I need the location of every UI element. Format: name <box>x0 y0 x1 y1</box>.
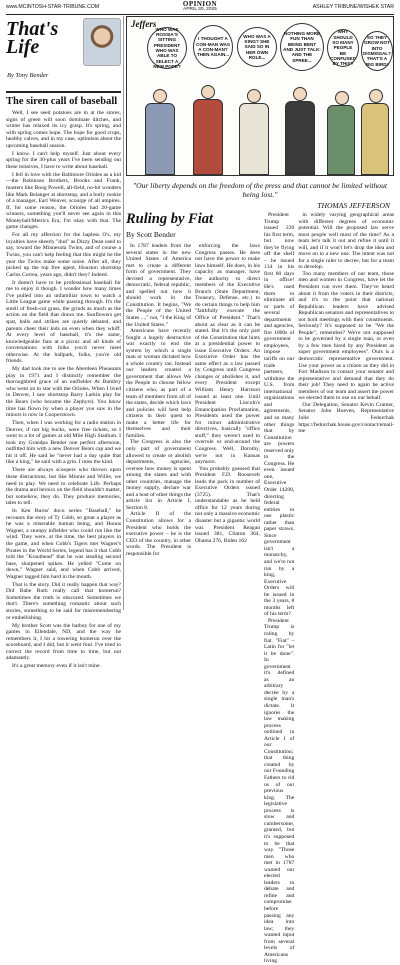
speech-bubble: WHY SHOULD SO MANY PEOPLE BE CONFUSED BY THIS? <box>327 29 359 67</box>
ruling-paragraph: You probably guessed that President F.D. Roosevelt leads the pack in number of Executive Orders issued (3725). That's understandable as he held office for 12 years during not only a massive economic disaster but a gigantic world war. President Reagan issued 381, Clinton 364, Obama 276, Biden 162 <box>195 465 260 544</box>
page-header <box>0 0 400 14</box>
speech-bubble: SO THEY GROW NOT INTO DISMISSAL? THAT'S A BIG BIRD! <box>361 31 393 71</box>
speech-bubble: NOTHING MORE FUN THAN BEING BENT AND JUST TALK: AND THE SPREE... <box>280 23 324 71</box>
article-paragraph: In Ken Burns' docu series "Baseball," he recounts the story of Ty Cobb, so great a player as he was a miserable human being, and Honus Wagner, a stumpy infielder who could run like the wind. They were, at the time, the best players in the game, and when Cobb's Tigers met Wagner's Pirates in the World Series, legend has it that Cobb told the "Krauthead" that he was stealing second base, sharpened spikes. He yelled "Come on down," Wagner said, and when Cobb arrived, Wagner tagged him hard in the mouth. <box>6 508 121 580</box>
column-divider <box>6 91 121 93</box>
article-paragraph: I fell in love with the Baltimore Orioles as a kid—the Robinson Brothers, Brooks and Frank, masters like Boog Powell, all-field, no-hit wonders like Mark Belanger at shortstop, and a burly rookie of a manager, Earl Weaver, scourge of all umpires. If, for some reason, the Orioles had 20-game winners, something you'll never see again in this Moneyball/Metrics Era, I'm okay with that. The game changes. <box>6 171 121 231</box>
editorial-cartoon <box>126 16 394 176</box>
left-column <box>6 16 121 670</box>
ruling-paragraph: Americans have recently fought a hugely destructive war exactly to end the system by which a single man or woman dictated how a whole country ran. Instead our leaders created a government that allows We the People to choose fellow citizens who, as part of a team of members from all of the states, decide which laws and policies will best help citizens in their quest to make a better life for themselves and their families. <box>126 328 191 439</box>
article-paragraph: My dad took me to see the Aberdeen Pheasants play in 1971 and I distinctly remember the thoroughbred grace of an outfielder At Bumbry who went on to star with the Orioles. When I lived in Denver, I saw shortstop Barry Larkin play for the Bears (who became the Zephyrs). You know time has flown by when a player you saw in the minors is now in Cooperstown. <box>6 366 121 419</box>
speech-bubble: I THOUGHT A CON-MAN WAS A CON-MAN? THEN AGAIN... <box>193 25 233 69</box>
figure-body <box>327 105 355 175</box>
ruling-article-continued <box>264 212 394 965</box>
site-url[interactable]: www.MCINTOSH-STAR-TRIBUNE.COM <box>6 4 100 10</box>
figure-body <box>361 103 389 175</box>
column-title <box>6 20 58 56</box>
article-paragraph: Well, I see seed potatoes are in at the stores, signs of green will soon dominate ditches, and winter has relaxed its icy grasp. It's spring, and with spring comes hope. The hope for good crops, healthy calves, and in my case, optimism about the upcoming baseball season. <box>6 110 121 149</box>
section-title: OPINION <box>182 0 218 8</box>
ruling-column-4 <box>298 212 394 965</box>
section-block <box>0 1 400 13</box>
article-paragraph: I know. I can't help myself. Just about every spring for the 30-plus years I've been sending out these missives, I have to write about baseball. <box>6 150 121 170</box>
ruling-paragraph: enforcing the laws Congress passes. He does not have the power to make laws himself. He does, in his capacity as manager, have the authority to direct members of the Executive Branch (State Department, Treasury, Defense, etc.) to do certain things to help him "faithfully execute the Office of President." That's about as clear as it can be stated. But it's the only part of the Constitution that hints at a presidential power to issue Executive Orders. An Executive Order has the same effect as a law passed by Congress until Congress changes or abolishes it, and every President except William Henry Harrison issued at least one. Until President Lincoln's Emancipation Proclamation, Presidents used the power for minor administrative directives, basically "office stuff;" they weren't used to overrule or end-around the Congress. Well, Dorothy, we're not in Kansas anymore. <box>195 243 260 466</box>
figure-body <box>193 99 223 175</box>
cartoon-signature: Jeffers <box>131 19 157 29</box>
quote-attribution: THOMAS JEFFERSON <box>317 201 390 210</box>
ruling-article <box>126 212 260 610</box>
column-byline: By Tony Bender <box>7 72 49 79</box>
article-body <box>6 110 121 670</box>
ruling-paragraph: The Congress is also the only part of government allowed to create or abolish departments, agencies, oversee how money is spent among the states and with other countries, manage the money supply, declare war and a host of other things the article list in Article I, Section 8. <box>126 439 191 511</box>
cartoon-figures <box>127 75 395 175</box>
ruling-column-2 <box>195 243 260 557</box>
header-rule <box>6 14 394 15</box>
ruling-column-1 <box>126 243 191 557</box>
article-paragraph: That is the story. Did it really happen that way? Did Babe Ruth really call that homerun? Sometimes the truth is obscured. Sometimes we don't. There's something romantic about such stories, something to be said for misremembering or embellishing. <box>6 581 121 621</box>
ruling-paragraph: in widely varying geographical areas with different degrees of economic potential. Will the proposed law serve most people well most of the time? As a team let's talk it out and refine it until it will, and if it won't let's drop the idea and move on to a new one. The intent was not for a single ruler to decree, but for a team to develop. <box>298 212 394 271</box>
article-paragraph: Then, when I was working for a radio station in Denver, if not big bucks, were free tickets, so I went to a lot of games at old Mile High Stadium. I took my Grandpa Bender one perfect afternoon, outfitted him with a new Denver Bears cap and we hit it off. He said he "never had a day quite that like a king," he said with a grin. I miss the kind. <box>6 420 121 466</box>
column-separator <box>123 16 124 610</box>
ruling-headline: Ruling by Fiat <box>126 211 214 227</box>
quote-text: "Our liberty depends on the freedom of the press and that cannot be limited without being lost." <box>132 181 388 199</box>
column-brand <box>6 16 121 88</box>
figure-head <box>335 91 349 105</box>
paper-name: ASHLEY TRIBUNE/WISHEK STAR <box>312 4 394 10</box>
article-paragraph: For all my affection for the hapless O's, my loyalties have sheerly "dud" as Dizzy Dean used to say, toward the Minnesota Twins, and of course a Twins, you can't help feeling that this might be the year the Twins make some noise. After all, they picked up the top free agent, Houston shortstop Carlos Correa, years ago, didn't they? Indeed. <box>6 232 121 278</box>
article-paragraph: My brother Scott was the batboy for one of my games in Ellendale, ND, and the way he remembers it, I hit a towering homerun over the scoreboard, and I did, but it went foul. I've tried to correct the record from time to time, but not adamantly. <box>6 622 121 662</box>
author-photo <box>83 18 121 66</box>
speech-bubble: WHO WAS A KING? SHE SAID SO IN HER OWN ROLE... <box>237 27 277 67</box>
pull-quote <box>130 181 390 210</box>
column-title-line2: Life <box>6 36 40 58</box>
figure-body <box>285 101 315 175</box>
article-headline: The siren call of baseball <box>6 96 118 107</box>
figure-body <box>145 103 175 175</box>
ruling-paragraph: Too many members of our team, those men and women in Congress, have let the President run over them. They've heard about it from the voters in their districts, and it's to the point that national Republican leaders have advised Republican senators and representatives to not hold meetings with their constituents. Seriously? It's supposed to be "We the People", remember? We're not supposed to be governed by a single man, or even by a few men hired by any President as super government employees". Ours is a democratic representative government. Use your power as a citizen as they did in Fort Madison to contact your senator and representative and demand that they do their job! They need to again be active members of our team and assert the power we elected them to use on our behalf. <box>298 270 394 402</box>
ruling-paragraph: Our Delegation, Senator Kevin Cramer, Senator John Hoeven, Representative Julie Fedorchak https://fedorchak.house.gov/contact/email-me <box>298 401 394 435</box>
article-paragraph: It doesn't have to be professional baseball for me to enjoy it though. I wonder how many times I've pulled into an unfamiliar town to watch a Little League game while passing through. It's the smell of fresh-cut grass, the grinds as much as the action on the field that draws me. Sunflowers get spat, balls and strikes are quietly debated, and parents cheer their kids on even when they whiff. At every level of baseball, it's the same, knowledgeable fans at a picnic and all kinds of conversations with folks you'd never meet otherwise. At the ballpark, folks, you're old friends. <box>6 279 121 365</box>
article-paragraph: It's a great memory even if it isn't mine. <box>12 663 101 670</box>
figure-head <box>201 85 215 99</box>
ruling-paragraph: President Trump is ruling by fiat. "Fiat" – Latin for "let it be done". In government it's defined as an arbitrary decree by a single man's dictate. It ignores the law making process outlined in Article I of our Constitution; that thing created by our Founding Fathers to rid us of our previous king. The legislative process is slow and cumbersome, granted, but it's supposed to be that way. "Those men who met in 1787 wanted our elected leaders to debate and refine and compromise before passing any idea into law; they wanted input from several levels of Americans living <box>264 617 295 965</box>
ruling-paragraph: President Trump issued 220 his first term, but now they're flying off the shelf – he issued 134 in his first 80 days in office! He's used them to eliminate all or parts of several departments and agencies, fire 1000s of government employees, impose tariffs on our trade partners, withdraw the U.S. from international organizations and agreements, and so many other things that by Constitution are powers reserved only to the Congress. He even issued one, Executive Order 14208, directing federal entities to use plastic rather than paper straws. Since government isn't a monarchy, and we're not run by a king, Executive Orders will be issued in the 3 years, 8 months left of his term? <box>264 212 295 618</box>
figure-head <box>153 89 167 103</box>
speech-bubble: WHO WAS ROSSIA'S SITTING PRESIDENT WHO WAS ABLE TO SELECT A NEW POPE? <box>147 27 187 69</box>
ruling-paragraph: In 1787 leaders from the several states in the new United States of America met to create a different form of government. They devised a representative, democratic, federal republic, and spelled out how it should work in the Constitution. It begins, "We the People of the United States ...," not, "I the King of the United States." <box>126 243 192 328</box>
ruling-byline: By Scott Bender <box>126 230 176 239</box>
ruling-column-3 <box>264 212 294 965</box>
ruling-paragraph: Article II of the Constitution allows for a President who holds the executive power – he is the CEO of the country, in other words. The President is responsible for <box>126 511 191 557</box>
issue-date: APRIL 30, 2025 <box>183 7 217 12</box>
figure-head <box>369 89 383 103</box>
figure-head <box>293 87 307 101</box>
article-paragraph: There are always scoopers who thrown upon these distractions, but like Minnie and Willie, we need to play. We need to celebrate Life. Perhaps the drama and heroics on the field shouldn't matter, but somehow, they do. They produce memories, tales to tell. <box>6 467 121 507</box>
figure-body <box>239 103 269 175</box>
figure-head <box>247 89 261 103</box>
column-title-line1: That's <box>6 18 59 40</box>
